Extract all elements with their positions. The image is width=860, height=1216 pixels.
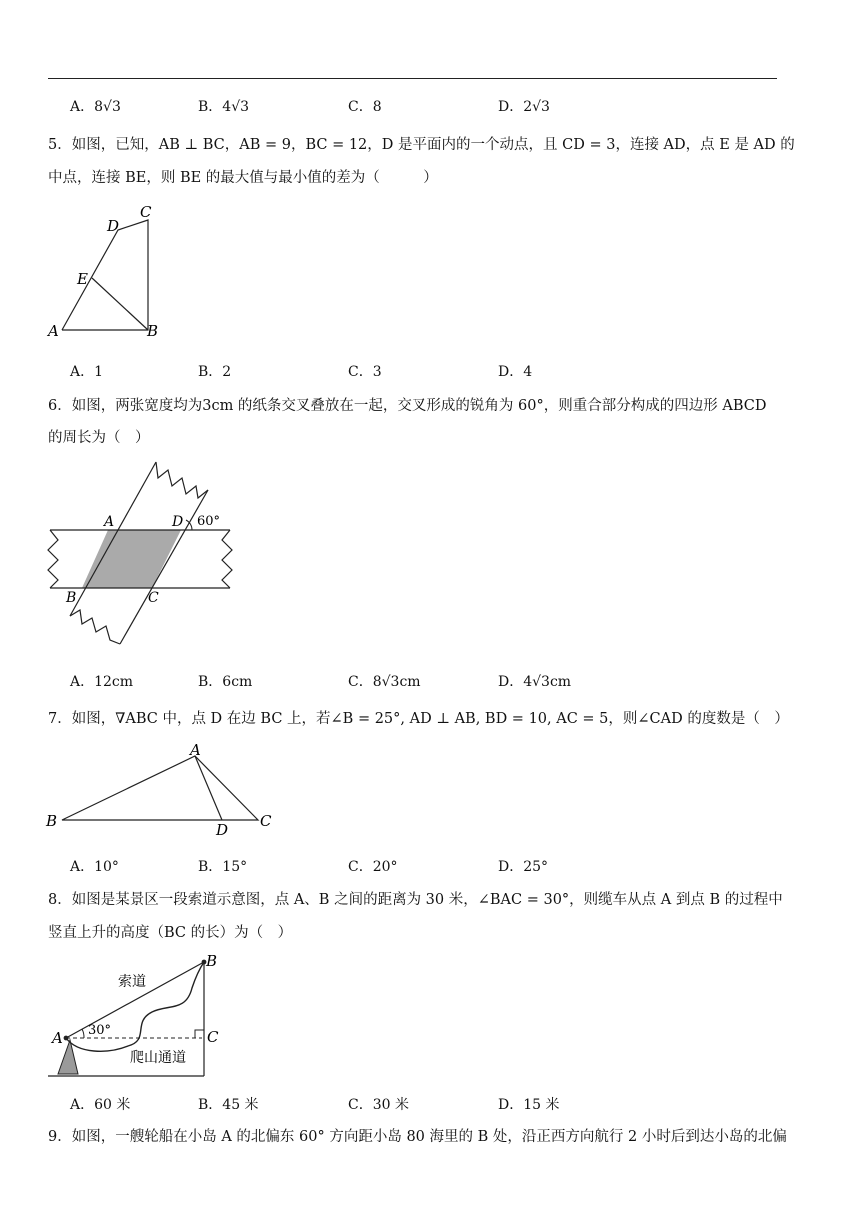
q6-label-d: D <box>172 514 184 530</box>
q6-option-d: D．4√3cm <box>498 674 572 690</box>
q6-strip1-right-tear <box>222 530 232 588</box>
q6-strip2-top-tear <box>156 462 208 498</box>
q6-strip2-bottom-tear <box>70 610 120 644</box>
q8-option-b: B．45 米 <box>198 1097 259 1113</box>
q4-option-c: C．8 <box>348 99 382 115</box>
q7-figure <box>40 740 285 840</box>
q5-stem-line1: 5．如图，已知，AB ⊥ BC，AB = 9，BC = 12，D 是平面内的一个动点，且 CD = 3，连接 AD，点 E 是 AD 的 <box>48 137 795 153</box>
q8-angle-label: 30° <box>88 1023 112 1038</box>
q7-option-a: A．10° <box>70 859 119 875</box>
q8-trail-label: 爬山通道 <box>130 1050 186 1066</box>
q5-option-b: B．2 <box>198 364 232 380</box>
q8-label-c: C <box>207 1028 219 1046</box>
q5-label-d: D <box>107 217 120 235</box>
q6-angle-arc <box>186 520 192 530</box>
q5-segment-be <box>92 278 148 330</box>
q6-strip1-left-tear <box>48 530 58 588</box>
q6-option-b: B．6cm <box>198 674 253 690</box>
q9-stem-line1: 9．如图，一艘轮船在小岛 A 的北偏东 60° 方向距小岛 80 海里的 B 处，沿正西方向航行 2 小时后到达小岛的北偏 <box>48 1129 787 1145</box>
q5-option-d: D．4 <box>498 364 533 380</box>
q8-right-angle-mark <box>195 1030 204 1038</box>
q8-angle-arc <box>82 1029 84 1038</box>
q4-option-a: A．8√3 <box>70 99 121 115</box>
q7-label-b: B <box>46 812 58 830</box>
q8-label-a: A <box>52 1029 63 1047</box>
q7-option-d: D．25° <box>498 859 549 875</box>
q8-option-c: C．30 米 <box>348 1097 409 1113</box>
q7-option-c: C．20° <box>348 859 398 875</box>
q7-triangle-abc <box>62 756 258 820</box>
q8-option-a: A．60 米 <box>70 1097 131 1113</box>
q6-stem-line2: 的周长为（ ） <box>48 430 150 446</box>
q6-option-c: C．8√3cm <box>348 674 421 690</box>
header-rule <box>48 78 777 79</box>
q5-option-a: A．1 <box>70 364 104 380</box>
q7-stem-line1: 7．如图，∇ABC 中，点 D 在边 BC 上，若∠B = 25°, AD ⊥ AB, BD = 10, AC = 5，则∠CAD 的度数是（ ） <box>48 711 789 727</box>
q8-stem-line1: 8．如图是某景区一段索道示意图，点 A、B 之间的距离为 30 米，∠BAC = 30°，则缆车从点 A 到点 B 的过程中 <box>48 892 783 908</box>
q5-label-b: B <box>147 322 159 340</box>
q6-option-a: A．12cm <box>70 674 134 690</box>
q8-cable-label: 索道 <box>118 974 146 990</box>
q7-option-b: B．15° <box>198 859 248 875</box>
q8-point-a <box>64 1036 69 1041</box>
q6-overlap-region <box>82 530 181 588</box>
q4-option-d: D．2√3 <box>498 99 550 115</box>
q6-angle-label: 60° <box>197 514 221 529</box>
q8-figure <box>44 950 229 1082</box>
q7-label-a: A <box>190 741 201 759</box>
q7-segment-ad <box>195 756 222 820</box>
q6-label-b: B <box>66 590 77 606</box>
q8-option-d: D．15 米 <box>498 1097 560 1113</box>
q6-figure <box>44 458 244 650</box>
q7-label-c: C <box>260 812 272 830</box>
q8-label-b: B <box>206 952 218 970</box>
q7-label-d: D <box>216 821 229 839</box>
q5-label-e: E <box>77 270 88 288</box>
q6-stem-line1: 6．如图，两张宽度均为3cm 的纸条交叉叠放在一起，交叉形成的锐角为 60°，则重合部分构成的四边形 ABCD <box>48 398 767 414</box>
q5-label-c: C <box>140 203 152 221</box>
q4-option-b: B．4√3 <box>198 99 250 115</box>
q5-figure-outline <box>62 220 148 330</box>
q6-label-c: C <box>148 590 159 606</box>
q8-stem-line2: 竖直上升的高度（BC 的长）为（ ） <box>48 925 293 941</box>
q5-figure <box>40 198 180 343</box>
q5-label-a: A <box>48 322 59 340</box>
q5-stem-line2: 中点，连接 BE，则 BE 的最大值与最小值的差为（ ） <box>48 170 438 186</box>
q6-label-a: A <box>104 514 115 530</box>
q5-option-c: C．3 <box>348 364 382 380</box>
